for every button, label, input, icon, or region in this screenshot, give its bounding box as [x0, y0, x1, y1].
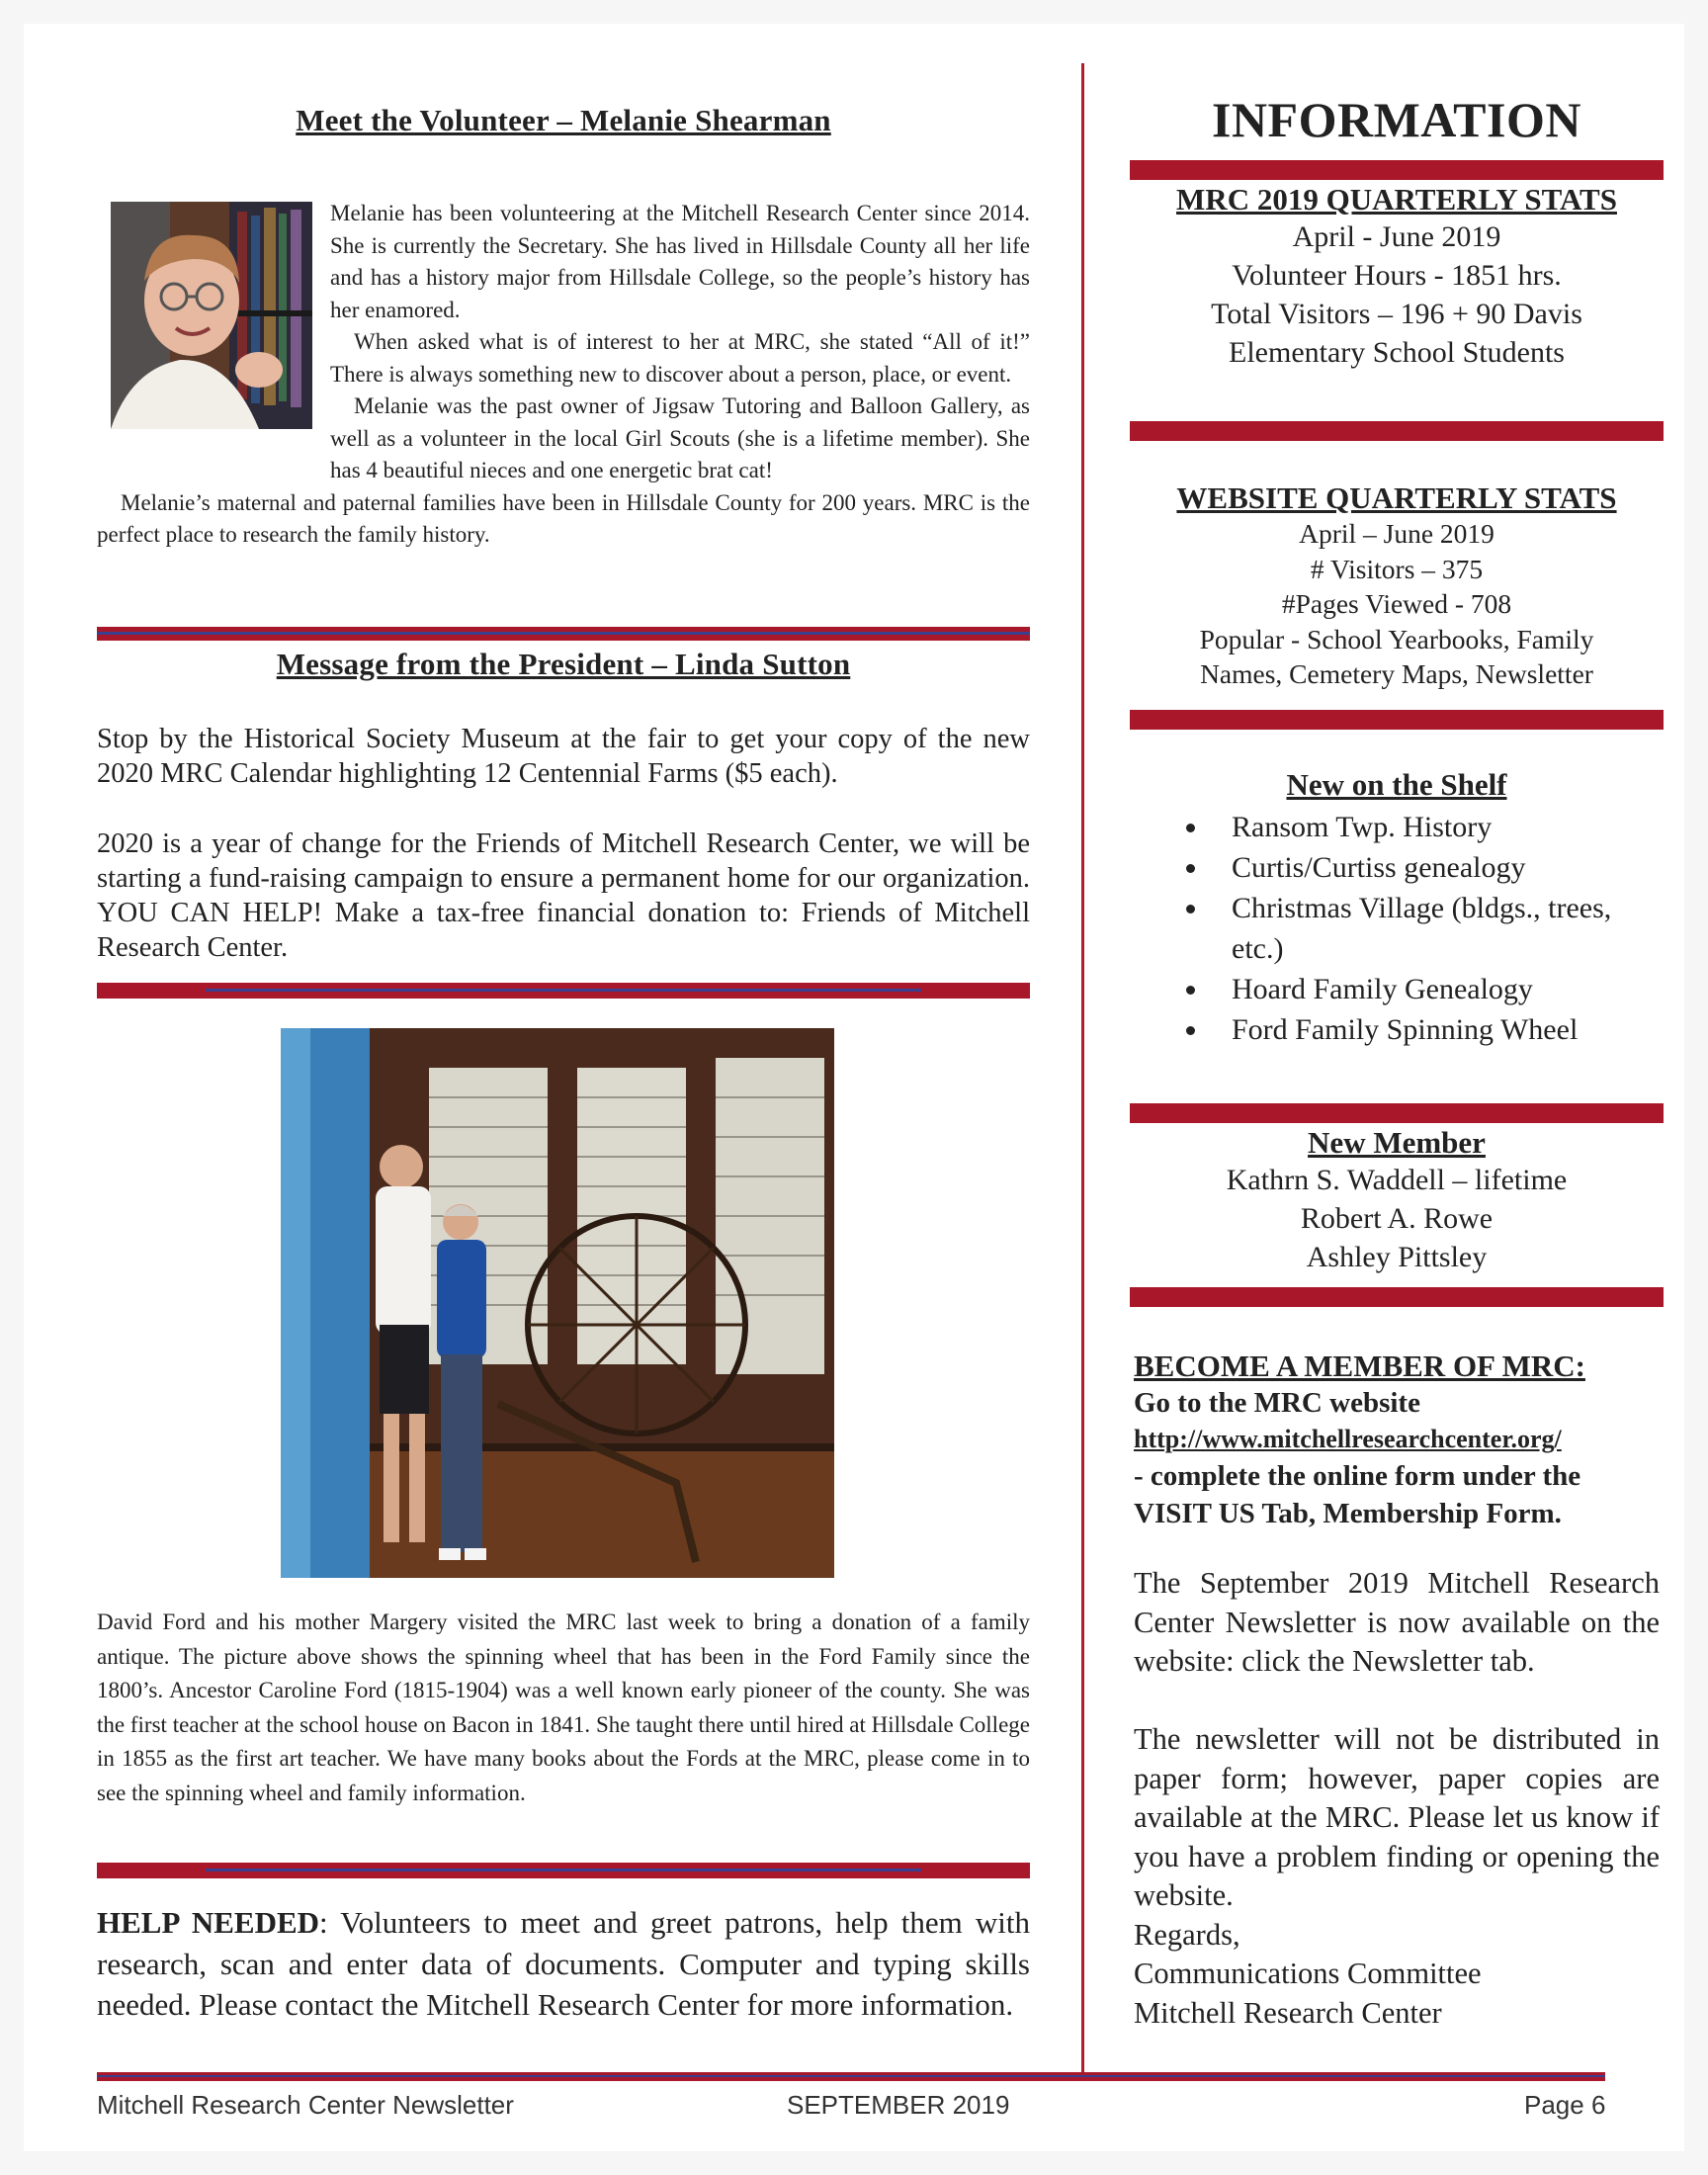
list-item: Ransom Twp. History: [1130, 807, 1664, 847]
sign-off-line: Regards,: [1134, 1917, 1240, 1952]
mrc-stats-line: Elementary School Students: [1229, 336, 1565, 369]
president-paragraph: Stop by the Historical Society Museum at the fair to get your copy of the new 2020 MRC Calendar highlighting 12 Centennial Farms ($5 each).: [97, 724, 1030, 789]
president-paragraph: 2020 is a year of change for the Friends of Mitchell Research Center, we will be starting a fund-raising campaign to ensure a permanent home for our organization. YOU CAN HELP! Make a tax-free financial donation to: Friends of Mitchell Research Center.: [97, 828, 1030, 963]
volunteer-paragraph: Melanie has been volunteering at the Mitchell Research Center since 2014. She is currently the Secretary. She has lived in Hillsdale County all her life and has a history major from Hillsdale College, so the people’s history has her enamored.: [330, 201, 1030, 322]
bullet-icon: [1186, 986, 1195, 995]
footer-page-number: Page 6: [1524, 2090, 1606, 2120]
website-stats-line: # Visitors – 375: [1310, 553, 1484, 584]
list-item: Curtis/Curtiss genealogy: [1130, 847, 1664, 888]
section-divider: [97, 983, 1030, 999]
bullet-icon: [1186, 864, 1195, 873]
help-needed-label: HELP NEEDED: [97, 1905, 320, 1940]
new-member-line: Robert A. Rowe: [1300, 1202, 1494, 1235]
new-member-heading: New Member: [1308, 1125, 1486, 1160]
president-article: [97, 722, 1030, 1000]
become-member-line: Go to the MRC website: [1134, 1387, 1420, 1419]
list-item: Christmas Village (bldgs., trees, etc.): [1130, 888, 1664, 969]
section-divider: [97, 627, 1030, 641]
paper-note-block: [1134, 1720, 1660, 2033]
new-member-line: Ashley Pittsley: [1306, 1241, 1488, 1273]
information-title: INFORMATION: [1211, 92, 1581, 147]
newsletter-note-block: [1134, 1564, 1660, 1682]
website-stats-block: [1130, 480, 1664, 692]
volunteer-paragraph: Melanie’s maternal and paternal families have been in Hillsdale County for 200 years. MRC is the perfect place to research the family history.: [97, 489, 1030, 547]
help-needed-notice: [97, 1902, 1030, 2026]
become-member-heading: BECOME A MEMBER OF MRC:: [1134, 1348, 1585, 1383]
section-divider: [1130, 421, 1664, 441]
mrc-stats-line: Volunteer Hours - 1851 hrs.: [1232, 259, 1562, 292]
help-needed-text: : Volunteers to meet and greet patrons, help them with research, scan and enter data of documents. Computer and typing skills needed. Please contact the Mitchell Research Center for more information.: [97, 1905, 1031, 2022]
section-divider: [1130, 710, 1664, 730]
volunteer-paragraph: Melanie was the past owner of Jigsaw Tutoring and Balloon Gallery, as well as a volunteer in the local Girl Scouts (she is a lifetime member). She has 4 beautiful nieces and one energetic brat cat!: [330, 393, 1030, 482]
website-stats-heading: WEBSITE QUARTERLY STATS: [1176, 480, 1617, 515]
bullet-icon: [1186, 1026, 1195, 1035]
ford-photo-caption: [97, 1606, 1030, 1810]
president-title: Message from the President – Linda Sutton: [276, 647, 851, 681]
become-member-block: [1134, 1348, 1660, 1532]
sign-off-line: Communications Committee: [1134, 1957, 1482, 1990]
bullet-icon: [1186, 824, 1195, 832]
caption-text: David Ford and his mother Margery visited the MRC last week to bring a donation of a family antique. The picture above shows the spinning wheel that has been in the Ford Family since the 1800’s. Ancestor Caroline Ford (1815-1904) was a well known early pioneer of the county. She was the first teacher at the school house on Bacon in 1841. She taught there until hired at Hillsdale College in 1855 as the first art teacher. We have many books about the Fords at the MRC, please come in to see the spinning wheel and family information.: [97, 1610, 1030, 1805]
bullet-icon: [1186, 905, 1195, 914]
volunteer-article: [97, 198, 1030, 552]
section-divider: [97, 1863, 1030, 1878]
mrc-stats-heading: MRC 2019 QUARTERLY STATS: [1176, 182, 1617, 217]
shelf-list: [1130, 807, 1664, 1050]
website-stats-line: Names, Cemetery Maps, Newsletter: [1200, 658, 1593, 689]
newsletter-note: The September 2019 Mitchell Research Center Newsletter is now available on the website: click the Newsletter tab.: [1134, 1566, 1660, 1678]
website-stats-line: Popular - School Yearbooks, Family: [1199, 623, 1594, 654]
website-stats-line: April – June 2019: [1299, 518, 1494, 549]
list-item: Hoard Family Genealogy: [1130, 969, 1664, 1009]
mrc-stats-block: [1130, 182, 1664, 372]
shelf-heading: New on the Shelf: [1286, 767, 1507, 802]
section-divider: [1130, 160, 1664, 180]
volunteer-paragraph: When asked what is of interest to her at MRC, she stated “All of it!” There is always something new to discover about a person, place, or event.: [330, 329, 1030, 387]
volunteer-title: Meet the Volunteer – Melanie Shearman: [296, 103, 831, 137]
mrc-stats-line: April - June 2019: [1292, 220, 1501, 253]
new-on-shelf-block: [1130, 767, 1664, 1050]
become-member-line: - complete the online form under the VISIT US Tab, Membership Form.: [1134, 1460, 1581, 1529]
new-member-line: Kathrn S. Waddell – lifetime: [1226, 1164, 1568, 1196]
ford-spinning-wheel-photo: [281, 1028, 834, 1578]
new-member-block: [1130, 1125, 1664, 1276]
section-divider: [1130, 1103, 1664, 1123]
footer-publication: Mitchell Research Center Newsletter: [97, 2090, 514, 2120]
column-divider: [1081, 63, 1084, 2074]
paper-note: The newsletter will not be distributed in paper form; however, paper copies are available at the MRC. Please let us know if you have a problem finding or opening the website.: [1134, 1722, 1660, 1912]
footer-issue-date: SEPTEMBER 2019: [787, 2090, 1010, 2120]
website-stats-line: #Pages Viewed - 708: [1281, 588, 1512, 619]
list-item: Ford Family Spinning Wheel: [1130, 1009, 1664, 1050]
sign-off-line: Mitchell Research Center: [1134, 1995, 1442, 2030]
mrc-stats-line: Total Visitors – 196 + 90 Davis: [1211, 298, 1582, 330]
mrc-website-link[interactable]: http://www.mitchellresearchcenter.org/: [1134, 1425, 1562, 1453]
footer-rule: [97, 2072, 1605, 2081]
section-divider: [1130, 1287, 1664, 1307]
